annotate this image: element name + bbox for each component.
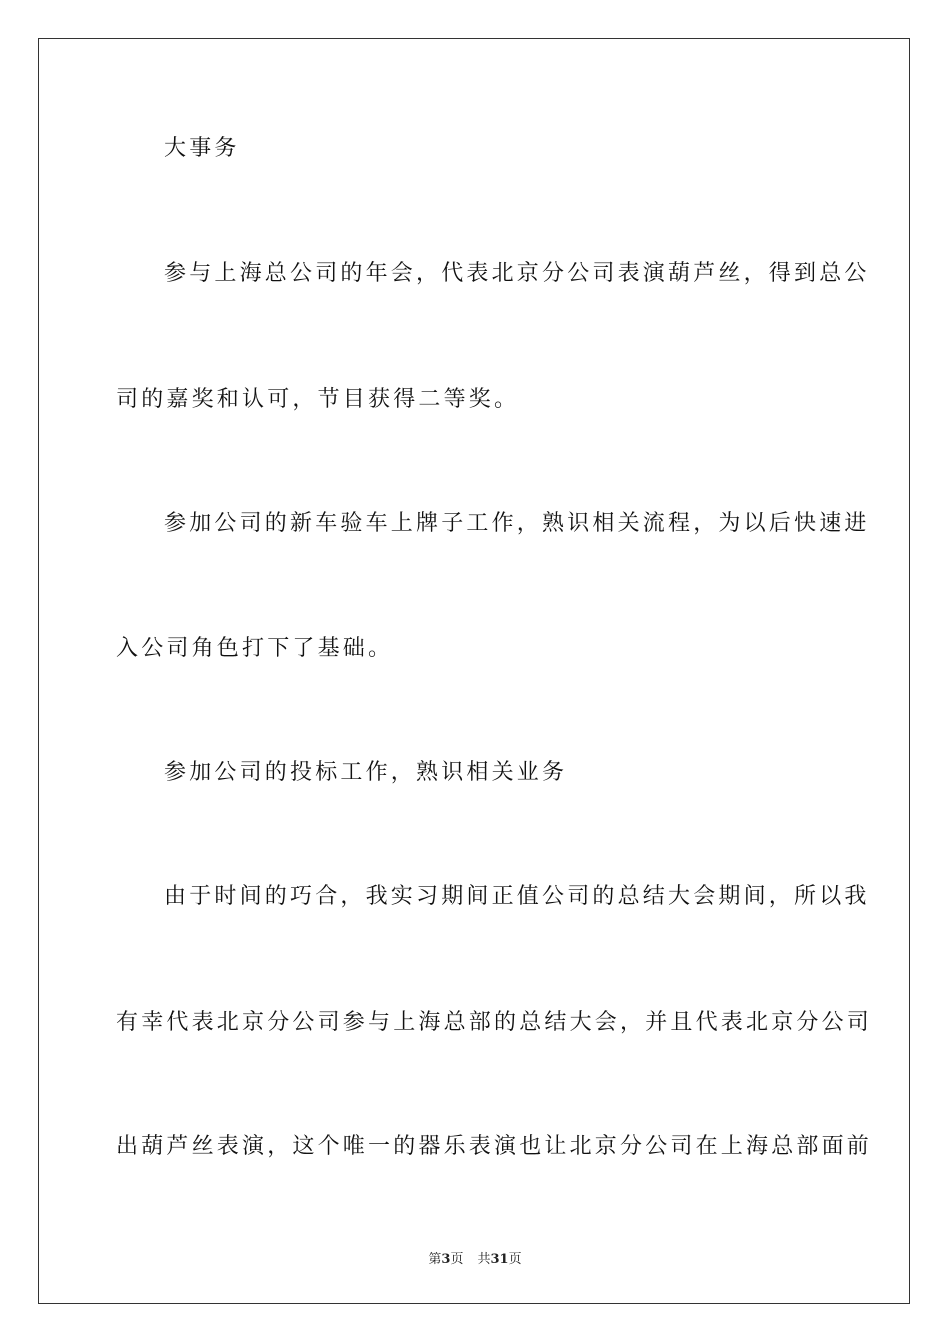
- text-line-3: 司的嘉奖和认可，节目获得二等奖。: [116, 387, 520, 412]
- text-line-4: 参加公司的新车验车上牌子工作，熟识相关流程，为以后快速进: [164, 511, 870, 536]
- text-line-2: 参与上海总公司的年会，代表北京分公司表演葫芦丝，得到总公: [164, 261, 870, 286]
- page-frame: [38, 38, 910, 1304]
- page-footer: [0, 1248, 950, 1267]
- text-line-6: 参加公司的投标工作，熟识相关业务: [164, 760, 568, 785]
- footer-page-prefix: 第: [428, 1252, 442, 1267]
- text-line-7: 由于时间的巧合，我实习期间正值公司的总结大会期间，所以我: [164, 884, 870, 909]
- text-line-5: 入公司角色打下了基础。: [116, 636, 394, 661]
- text-line-1: 大事务: [164, 136, 240, 161]
- footer-total-prefix: 共: [477, 1252, 491, 1267]
- footer-page-suffix: 页: [450, 1252, 464, 1267]
- footer-total-number: 31: [490, 1252, 509, 1267]
- text-line-8: 有幸代表北京分公司参与上海总部的总结大会，并且代表北京分公司: [116, 1010, 873, 1035]
- footer-total-suffix: 页: [508, 1252, 522, 1267]
- text-line-9: 出葫芦丝表演，这个唯一的器乐表演也让北京分公司在上海总部面前: [116, 1134, 873, 1159]
- footer-page-number: 3: [441, 1252, 451, 1267]
